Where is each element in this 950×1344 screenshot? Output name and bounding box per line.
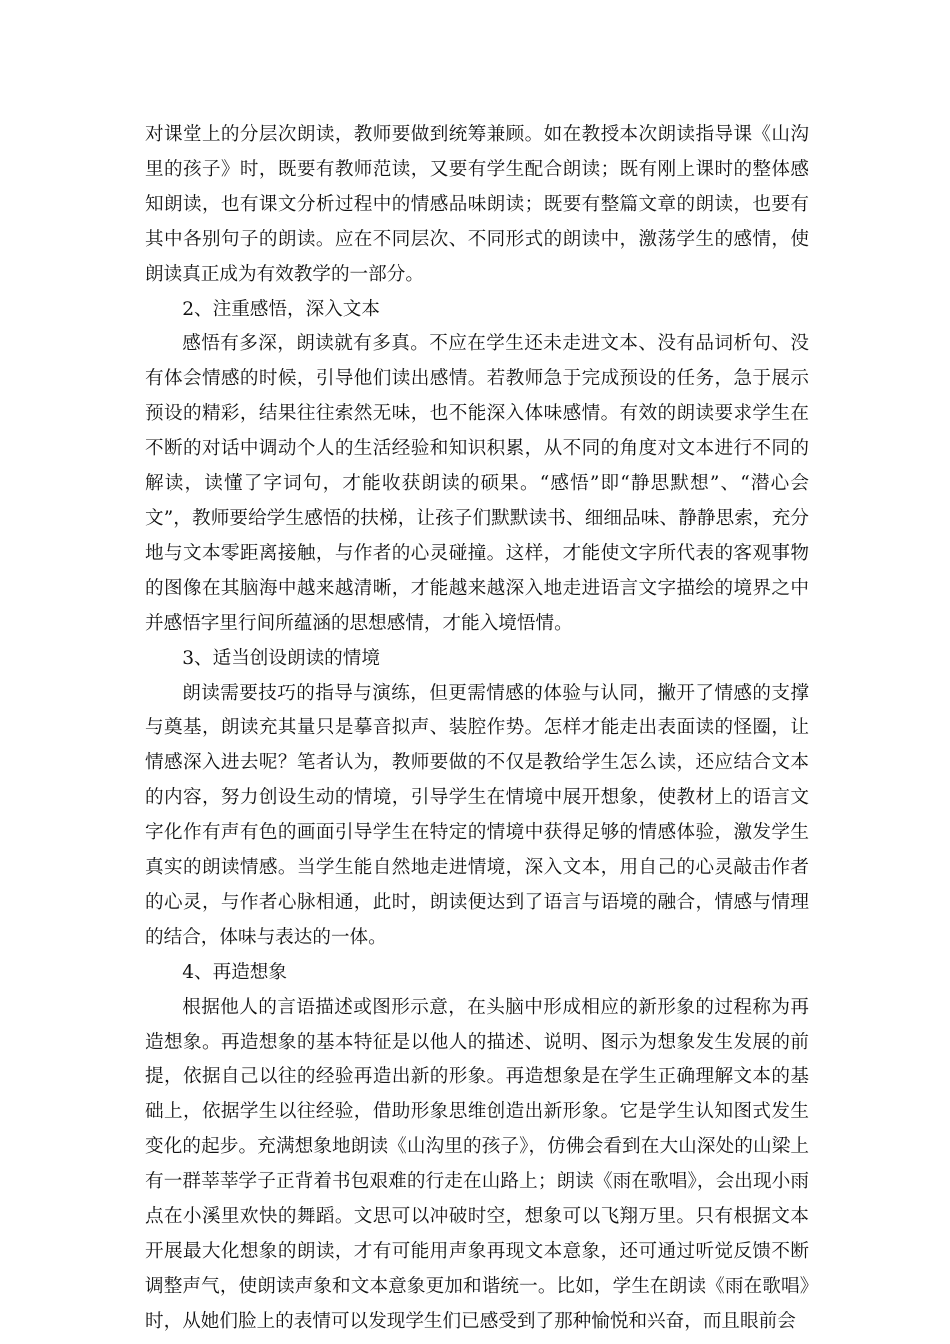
paragraph-section-2: 感悟有多深，朗读就有多真。不应在学生还未走进文本、没有品词析句、没有体会情感的时候，引导他们读出感情。若教师急于完成预设的任务，急于展示预设的精彩，结果往往索然无味，也不能深入体味感情。有效的朗读要求学生在不断的对话中调动个人的生活经验和知识积累，从不同的角度对文本进行不同的解读，读懂了字词句，才能收获朗读的硕果。“感悟”即“静思默想”、“潜心会文”，教师要给学生感悟的扶梯，让孩子们默默读书、细细品味、静静思索，充分地与文本零距离接触，与作者的心灵碰撞。这样，才能使文字所代表的客观事物的图像在其脑海中越来越清晰，才能越来越深入地走进语言文字描绘的境界之中并感悟字里行间所蕴涵的思想感情，才能入境悟情。 <box>145 333 809 634</box>
section-heading-2: 2、注重感悟，深入文本 <box>182 298 380 320</box>
document-body <box>145 118 809 1340</box>
section-heading-3: 3、适当创设朗读的情境 <box>182 647 380 669</box>
paragraph-continuation: 对课堂上的分层次朗读，教师要做到统筹兼顾。如在教授本次朗读指导课《山沟里的孩子》时，既要有教师范读，又要有学生配合朗读；既有刚上课时的整体感知朗读，也有课文分析过程中的情感品味朗读；既要有整篇文章的朗读，也要有其中各别句子的朗读。应在不同层次、不同形式的朗读中，激荡学生的感情，使朗读真正成为有效教学的一部分。 <box>145 124 809 285</box>
paragraph-section-4: 根据他人的言语描述或图形示意，在头脑中形成相应的新形象的过程称为再造想象。再造想象的基本特征是以他人的描述、说明、图示为想象发生发展的前提，依据自己以往的经验再造出新的形象。再造想象是在学生正确理解文本的基础上，依据学生以往经验，借助形象思维创造出新形象。它是学生认知图式发生变化的起步。充满想象地朗读《山沟里的孩子》，仿佛会看到在大山深处的山梁上有一群莘莘学子正背着书包艰难的行走在山路上；朗读《雨在歌唱》，会出现小雨点在小溪里欢快的舞蹈。文思可以冲破时空，想象可以飞翔万里。只有根据文本开展最大化想象的朗读，才有可能用声象再现文本意象，还可通过听觉反馈不断调整声气，使朗读声象和文本意象更加和谐统一。比如，学生在朗读《雨在歌唱》时，从她们脸上的表情可以发现学生们已感受到了那种愉悦和兴奋，而且眼前会 <box>145 996 809 1332</box>
section-heading-4: 4、再造想象 <box>182 961 287 983</box>
paragraph-section-3: 朗读需要技巧的指导与演练，但更需情感的体验与认同，撇开了情感的支撑与奠基，朗读充其量只是摹音拟声、装腔作势。怎样才能走出表面读的怪圈，让情感深入进去呢？笔者认为，教师要做的不仅是教给学生怎么读，还应结合文本的内容，努力创设生动的情境，引导学生在情境中展开想象，使教材上的语言文字化作有声有色的画面引导学生在特定的情境中获得足够的情感体验，激发学生真实的朗读情感。当学生能自然地走进情境，深入文本，用自己的心灵敲击作者的心灵，与作者心脉相通，此时，朗读便达到了语言与语境的融合，情感与情理的结合，体味与表达的一体。 <box>145 682 809 948</box>
